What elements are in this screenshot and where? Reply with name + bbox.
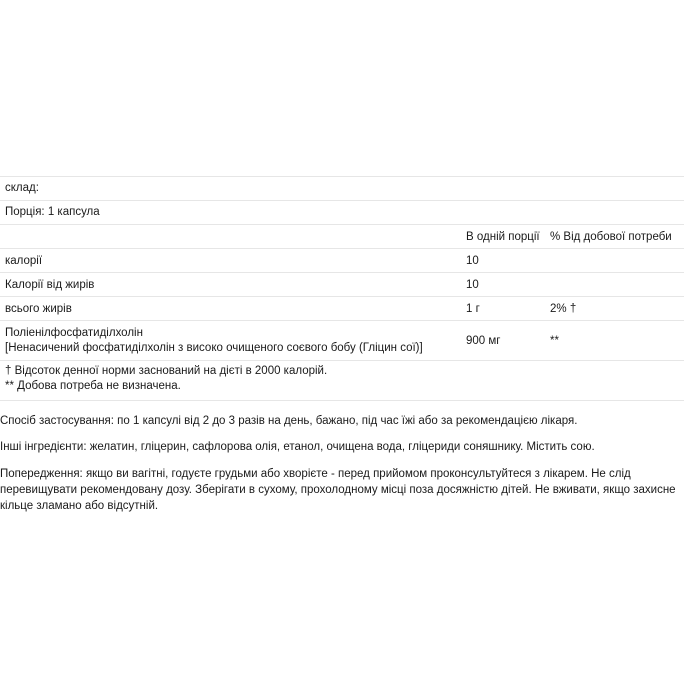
footnote-daily-value: † Відсоток денної норми заснований на дієті в 2000 калорій. bbox=[5, 365, 328, 377]
nutrient-row-ppc bbox=[0, 321, 684, 361]
other-ingredients: Інші інгредієнти: желатин, гліцерин, сафлорова олія, етанол, очищена вода, гліцериди соняшнику. Містить сою. bbox=[0, 441, 595, 453]
footnote-not-established: ** Добова потреба не визначена. bbox=[5, 380, 181, 392]
ppc-description: [Ненасичений фосфатиділхолін з високо очищеного соєвого бобу (Гліцин сої)] bbox=[5, 341, 423, 354]
column-header-per-serving: В одній порції bbox=[466, 230, 540, 243]
nutrient-row-fat-calories bbox=[0, 273, 684, 297]
footnotes-row bbox=[0, 361, 684, 401]
ppc-name: Поліенілфосфатиділхолін bbox=[5, 326, 143, 339]
usage-instructions: Спосіб застосування: по 1 капсулі від 2 до 3 разів на день, бажано, під час їжі або за рекомендацією лікаря. bbox=[0, 415, 578, 427]
column-header-row bbox=[0, 225, 684, 249]
nutrient-row-total-fat bbox=[0, 297, 684, 321]
nutrient-amount: 900 мг bbox=[466, 334, 501, 347]
column-header-daily-value: % Від добової потреби bbox=[550, 230, 672, 243]
footnotes bbox=[0, 364, 327, 394]
nutrient-amount: 10 bbox=[466, 254, 479, 267]
nutrient-daily-value: 2% † bbox=[550, 302, 577, 315]
nutrient-amount: 10 bbox=[466, 278, 479, 291]
facts-heading: склад: bbox=[5, 182, 39, 194]
nutrient-amount: 1 г bbox=[466, 302, 480, 315]
serving-size-row bbox=[0, 201, 684, 225]
nutrient-name-block bbox=[0, 326, 460, 356]
warning-text: Попередження: якщо ви вагітні, годуєте грудьми або хворієте - перед прийомом проконсультуйтеся з лікарем. Не слід перевищувати рекомендовану дозу. Зберігати в сухому, прохолодному місці поза досяжністю дітей. Не вживати, якщо захисне кільце зламано або відсутній. bbox=[0, 468, 676, 512]
nutrient-name: Калорії від жирів bbox=[5, 278, 95, 291]
supplement-facts-table bbox=[0, 176, 684, 401]
nutrient-name: всього жирів bbox=[5, 302, 72, 315]
facts-heading-row bbox=[0, 177, 684, 201]
nutrient-row-calories bbox=[0, 249, 684, 273]
serving-size: Порція: 1 капсула bbox=[5, 206, 100, 218]
nutrient-name: калорії bbox=[5, 254, 43, 267]
nutrient-daily-value: ** bbox=[550, 334, 559, 347]
